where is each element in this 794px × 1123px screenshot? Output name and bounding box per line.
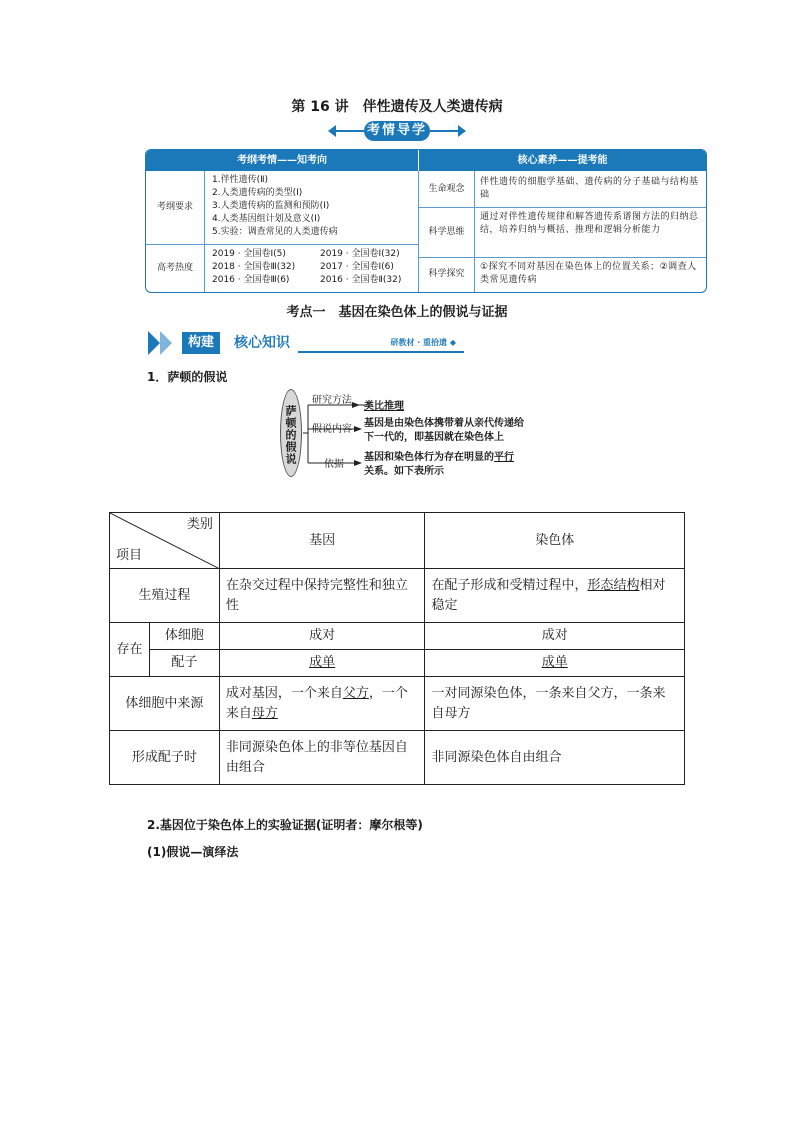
exam-overview-box: [145, 149, 707, 293]
cell-somatic-gene: 成对: [219, 623, 425, 650]
row-label-gamete: 配子: [149, 650, 219, 677]
literacy-text: 伴性遗传的细胞学基础、遗传病的分子基础与结构基础: [480, 177, 699, 200]
heat-item: 2016 · 全国卷Ⅲ(6): [212, 275, 290, 285]
knowledge-bar: [148, 331, 464, 355]
req-item: 1.伴性遗传(Ⅱ): [212, 175, 269, 185]
heat-item: 2016 · 全国卷Ⅱ(32): [320, 275, 402, 285]
cell-source-chromosome: 一对同源染色体，一条来自父方，一条来自母方: [425, 677, 685, 731]
cell-formation-gene: 非同源染色体上的非等位基因自由组合: [219, 731, 425, 785]
literacy-label: 生命观念: [428, 184, 465, 194]
corner-top: 类别: [186, 517, 213, 532]
mind-text-method: 类比推理: [364, 401, 404, 412]
cell-source-gene: 成对基因，一个来自父方，一个来自母方: [219, 677, 425, 731]
heat-list: [212, 248, 401, 287]
mind-text-basis: 基因和染色体行为存在明显的平行 关系。如下表所示: [364, 452, 514, 477]
cell-reproduction-chromosome: 在配子形成和受精过程中，形态结构相对稳定: [425, 569, 685, 623]
mind-text-content: 基因是由染色体携带着从亲代传递给 下一代的，即基因就在染色体上: [364, 418, 524, 443]
overview-right-header: 核心素养——提考能: [419, 150, 706, 171]
literacy-text: 通过对伴性遗传规律和解答遗传系谱图方法的归纳总结，培养归纳与概括、推理和逻辑分析能力: [480, 212, 699, 235]
req-label: 考纲要求: [156, 202, 193, 212]
req-item: 3.人类遗传病的监测和预防(Ⅰ): [212, 201, 330, 211]
row-label-exist: 存在: [110, 623, 150, 677]
section-title: 考点一 基因在染色体上的假说与证据: [286, 305, 508, 320]
heading-evidence: 2.基因位于染色体上的实验证据(证明者：摩尔根等): [147, 818, 423, 832]
row-label-reproduction: 生殖过程: [110, 569, 220, 623]
mind-label-basis: 依据: [324, 459, 344, 470]
heat-item: 2019 · 全国卷Ⅰ(32): [320, 249, 400, 259]
table-corner: [110, 513, 220, 569]
mind-map: [260, 387, 560, 483]
knowledge-tag: 构建: [182, 332, 220, 354]
req-item: 4.人类基因组计划及意义(Ⅰ): [212, 214, 321, 224]
knowledge-title: 核心知识: [234, 335, 290, 351]
mind-label-method: 研究方法: [312, 395, 352, 406]
literacy-text: ①探究不同对基因在染色体上的位置关系；②调查人类常见遗传病: [480, 262, 697, 285]
row-label-somatic: 体细胞: [149, 623, 219, 650]
heading-method: (1)假说—演绎法: [147, 845, 239, 859]
mind-center: 萨顿的假说: [280, 389, 302, 477]
page-title: 第 16 讲 伴性遗传及人类遗传病: [291, 99, 503, 115]
knowledge-side-note: 研教材 · 重拾遗 ◆: [390, 338, 456, 347]
col-header-chromosome: 染色体: [425, 513, 685, 569]
heat-label: 高考热度: [156, 263, 193, 273]
cell-reproduction-gene: 在杂交过程中保持完整性和独立性: [219, 569, 425, 623]
cell-gamete-chromosome: 成单: [425, 650, 685, 677]
section-banner: [330, 119, 464, 143]
cell-formation-chromosome: 非同源染色体自由组合: [425, 731, 685, 785]
cell-gamete-gene: 成单: [219, 650, 425, 677]
req-item: 2.人类遗传病的类型(Ⅰ): [212, 188, 303, 198]
heat-item: 2018 · 全国卷Ⅲ(32): [212, 262, 296, 272]
col-header-gene: 基因: [219, 513, 425, 569]
literacy-label: 科学思维: [428, 227, 465, 237]
row-label-source: 体细胞中来源: [110, 677, 220, 731]
mind-label-content: 假说内容: [312, 424, 352, 435]
cell-somatic-chromosome: 成对: [425, 623, 685, 650]
heat-item: 2017 · 全国卷Ⅰ(6): [320, 262, 394, 272]
heading-sutton: 1．萨顿的假说: [147, 370, 228, 384]
overview-left-header: 考纲考情——知考向: [146, 150, 418, 171]
row-label-gamete-formation: 形成配子时: [110, 731, 220, 785]
corner-bottom: 项目: [116, 548, 143, 563]
comparison-table: [109, 512, 685, 785]
req-item: 5.实验：调查常见的人类遗传病: [212, 227, 338, 237]
req-list: [212, 174, 338, 239]
heat-item: 2019 · 全国卷Ⅰ(5): [212, 249, 286, 259]
banner-label: 考情导学: [364, 121, 430, 141]
literacy-label: 科学探究: [428, 269, 465, 279]
